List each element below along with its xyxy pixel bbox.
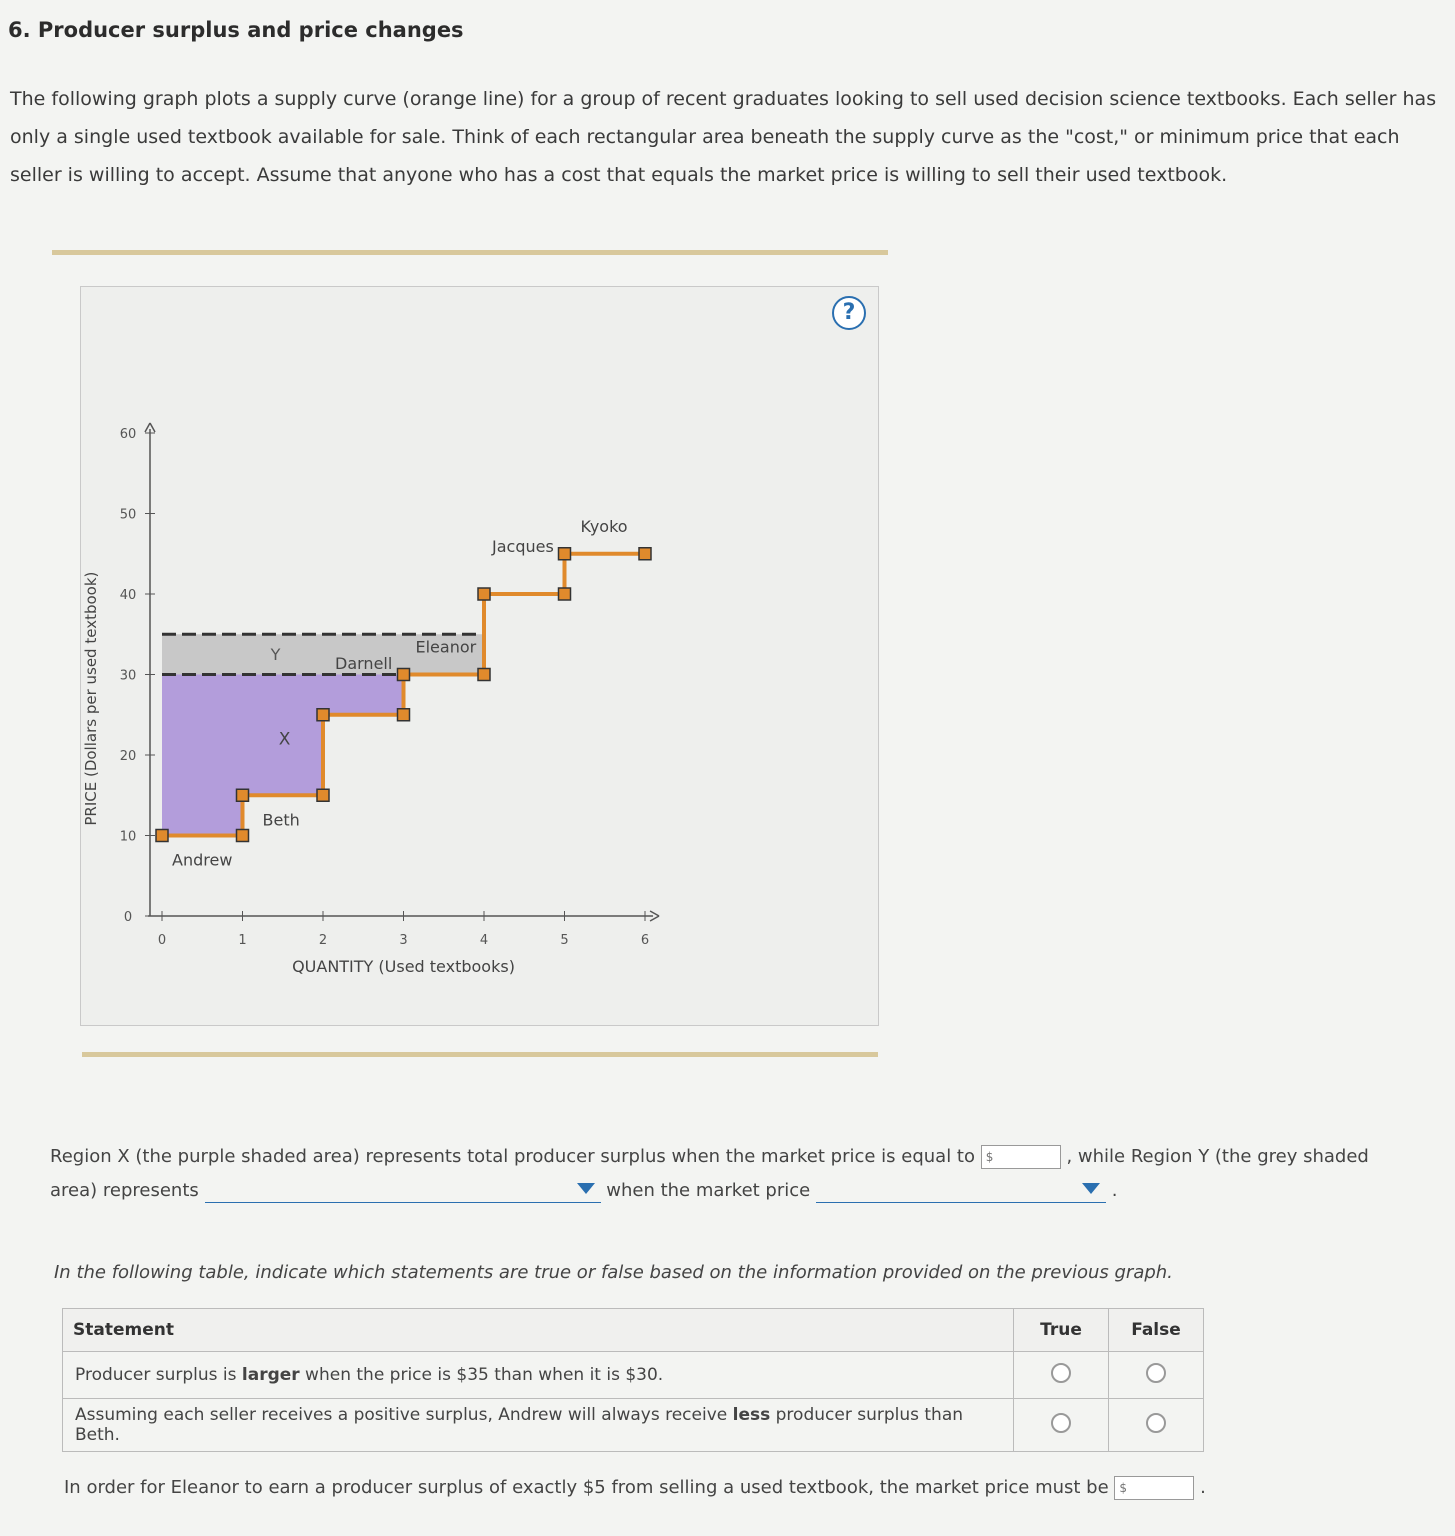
header-true: True [1014, 1309, 1109, 1352]
table-header-row [63, 1309, 1204, 1352]
eleanor-price-input[interactable] [1114, 1476, 1194, 1500]
header-false: False [1109, 1309, 1204, 1352]
x-axis-label: QUANTITY (Used textbooks) [292, 957, 515, 976]
statement-emphasis: larger [241, 1365, 300, 1385]
header-statement: Statement [63, 1309, 1014, 1352]
supply-point [237, 830, 249, 842]
supply-point [317, 789, 329, 801]
statement-cell [63, 1352, 1014, 1399]
true-cell [1014, 1352, 1109, 1399]
region-text-3: when the market price [606, 1180, 811, 1201]
y-tick-label: 40 [119, 588, 137, 603]
supply-chart [0, 0, 900, 1000]
seller-label: Beth [262, 810, 300, 830]
supply-point [478, 669, 490, 681]
supply-point [398, 669, 410, 681]
statement-1-true-radio[interactable] [1051, 1363, 1071, 1383]
supply-point [398, 709, 410, 721]
y-tick-label: 60 [119, 427, 137, 442]
statement-text: producer surplus than Beth. [75, 1405, 964, 1445]
market-price-dropdown[interactable] [816, 1180, 1106, 1203]
true-cell [1014, 1399, 1109, 1452]
table-row [63, 1399, 1204, 1452]
x-tick-label: 2 [318, 933, 328, 948]
x-tick-label: 0 [157, 933, 167, 948]
region-x-price-input[interactable] [981, 1145, 1061, 1169]
region-question [50, 1140, 1410, 1208]
statement-emphasis: less [732, 1405, 771, 1425]
statement-text: Producer surplus is [75, 1365, 242, 1385]
statement-1-false-radio[interactable] [1146, 1363, 1166, 1383]
region-x-label: X [278, 729, 291, 750]
supply-point [156, 830, 168, 842]
region-y-dropdown[interactable] [205, 1180, 601, 1203]
chevron-down-icon [577, 1183, 595, 1194]
table-instruction: In the following table, indicate which statements are true or false based on the information provided on the previous graph. [54, 1262, 1173, 1283]
chevron-down-icon [1082, 1183, 1100, 1194]
supply-point [559, 548, 571, 560]
statement-cell [63, 1399, 1014, 1452]
help-icon[interactable]: ? [832, 296, 866, 330]
y-tick-label: 30 [119, 668, 137, 684]
statement-text: when the price is $35 than when it is $30. [299, 1365, 664, 1385]
supply-point [317, 709, 329, 721]
x-tick-label: 4 [479, 933, 489, 948]
supply-point [237, 789, 249, 801]
graph-bottom-rule [82, 1052, 878, 1057]
final-question-suffix: . [1200, 1477, 1206, 1498]
seller-label: Eleanor [415, 637, 477, 657]
supply-point [639, 548, 651, 560]
seller-label: Andrew [172, 850, 233, 870]
statement-table [62, 1308, 1204, 1452]
supply-point [478, 588, 490, 600]
region-y-label: Y [270, 645, 281, 665]
x-tick-label: 1 [238, 933, 247, 948]
region-text-4: . [1111, 1180, 1118, 1201]
y-tick-label: 20 [119, 749, 137, 764]
x-tick-label: 5 [560, 933, 569, 948]
seller-label: Darnell [335, 653, 393, 673]
y-axis-label: PRICE (Dollars per used textbook) [82, 571, 100, 826]
question-intro: The following graph plots a supply curve (orange line) for a group of recent graduates looking to sell used decision science textbooks. Each seller has only a single used textbook available for sale. Think of each rectangular area beneath the supply curve as the "cost," or minimum price that each seller is willing to accept. Assume that anyone who has a cost that equals the market price is willing to sell their used textbook. [10, 88, 1437, 186]
region-text-2: , while Region Y (the grey shaded area) represents [50, 1146, 1369, 1201]
y-tick-label: 10 [119, 829, 137, 845]
question-title: 6. Producer surplus and price changes [8, 18, 464, 42]
statement-2-false-radio[interactable] [1146, 1413, 1166, 1433]
statement-text: Assuming each seller receives a positive surplus, Andrew will always receive [75, 1405, 733, 1425]
x-tick-label: 6 [640, 933, 650, 948]
seller-label: Kyoko [580, 516, 628, 536]
seller-label: Jacques [492, 537, 554, 556]
supply-point [559, 588, 571, 600]
false-cell [1109, 1399, 1204, 1452]
region-text-1: Region X (the purple shaded area) represents total producer surplus when the market price is equal to [50, 1146, 976, 1167]
y-tick-label: 0 [123, 910, 133, 925]
false-cell [1109, 1352, 1204, 1399]
statement-2-true-radio[interactable] [1051, 1413, 1071, 1433]
x-tick-label: 3 [399, 933, 408, 948]
y-tick-label: 50 [119, 507, 137, 523]
final-question [64, 1476, 1206, 1500]
final-question-text: In order for Eleanor to earn a producer surplus of exactly $5 from selling a used textbook, the market price must be [64, 1477, 1109, 1498]
table-row [63, 1352, 1204, 1399]
